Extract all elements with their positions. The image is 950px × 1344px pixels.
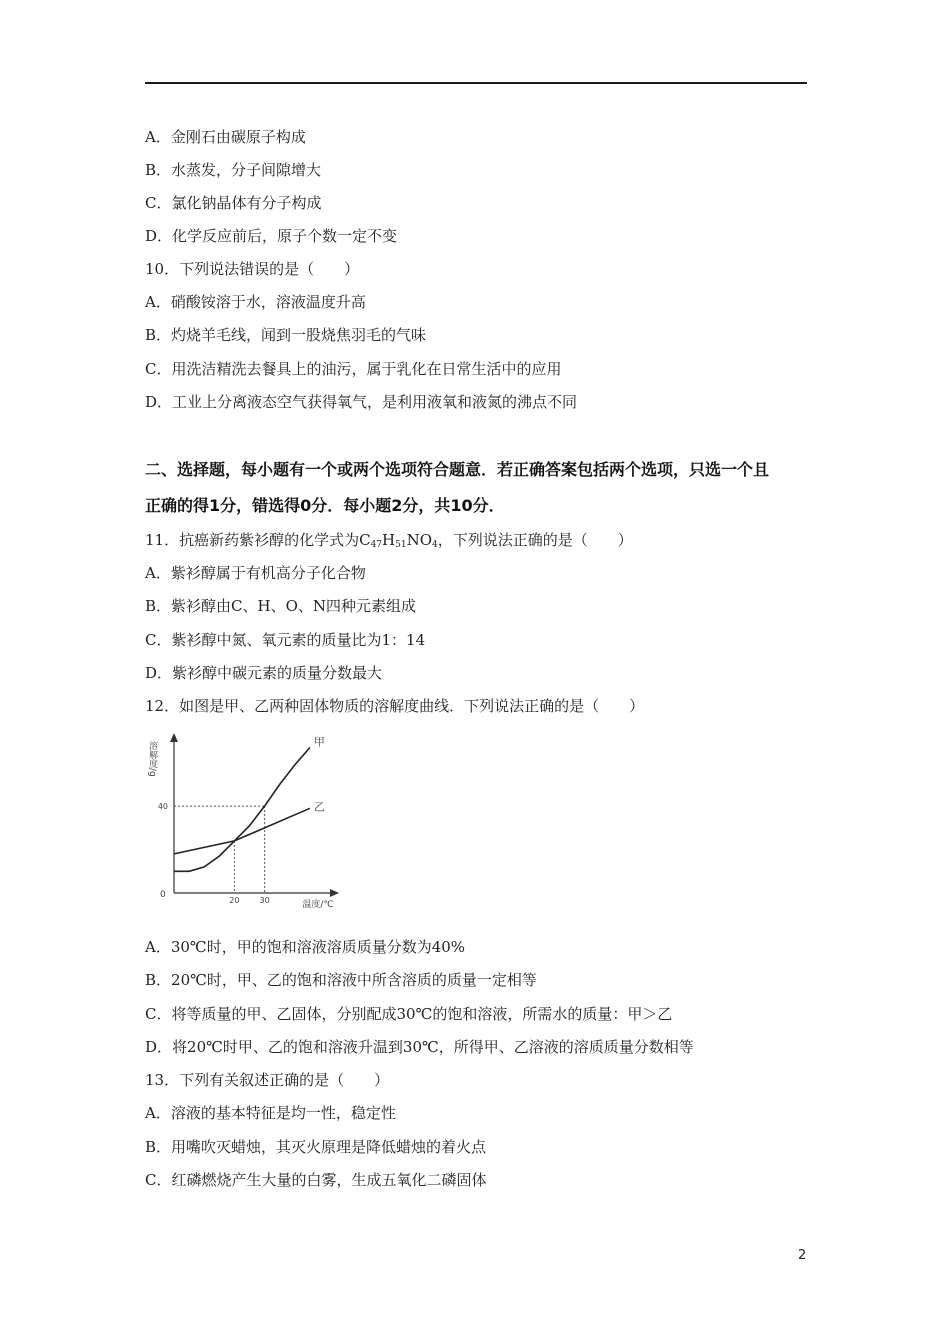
y-axis-arrow [170,733,178,742]
section2-heading-line1: 二、选择题，每小题有一个或两个选项符合题意．若正确答案包括两个选项，只选一个且 [145,460,770,479]
page-number: 2 [798,1248,807,1263]
q11-sub-carbon: 47 [370,540,383,550]
q11-option-c: C．紫衫醇中氮、氧元素的质量比为1：14 [145,631,426,649]
series-label-1: 乙 [313,800,325,814]
q9-option-b: B．水蒸发，分子间隙增大 [145,161,322,179]
origin-label: 0 [160,890,166,900]
q9-option-a: A．金刚石由碳原子构成 [145,128,306,146]
q12-option-a: A．30℃时，甲的饱和溶液溶质质量分数为40% [145,938,466,956]
series-line-0 [174,748,310,872]
q11-stem-prefix: 11．抗癌新药紫衫醇的化学式为C [145,531,371,549]
q13-stem: 13．下列有关叙述正确的是（ ） [145,1071,390,1089]
q10-option-c: C．用洗洁精洗去餐具上的油污，属于乳化在日常生活中的应用 [145,360,562,378]
q12-option-b: B．20℃时，甲、乙的饱和溶液中所含溶质的质量一定相等 [145,971,537,989]
q10-option-d: D．工业上分离液态空气获得氧气，是利用液氧和液氮的沸点不同 [145,393,578,411]
q11-option-d: D．紫衫醇中碳元素的质量分数最大 [145,664,383,682]
y-tick-label-0: 40 [157,802,168,812]
q11-stem-suffix: ，下列说法正确的是（ ） [437,531,633,549]
q9-option-d: D．化学反应前后，原子个数一定不变 [145,227,398,245]
q10-option-a: A．硝酸铵溶于水，溶液温度升高 [145,293,366,311]
q12-option-d: D．将20℃时甲、乙的饱和溶液升温到30℃，所得甲、乙溶液的溶质质量分数相等 [145,1038,694,1056]
x-axis-arrow [330,889,339,897]
q13-option-a: A．溶液的基本特征是均一性，稳定性 [145,1104,396,1122]
q11-sub-oxygen: 4 [432,540,438,550]
q11-option-b: B．紫衫醇由C、H、O、N四种元素组成 [145,597,417,615]
q11-stem [145,530,633,555]
q11-sub-hydrogen: 51 [395,540,407,550]
q11-h: H [382,531,396,549]
q10-option-b: B．灼烧羊毛线，闻到一股烧焦羽毛的气味 [145,326,427,344]
x-tick-label-1: 30 [259,896,270,905]
series-line-1 [174,808,310,854]
q10-stem: 10．下列说法错误的是（ ） [145,260,360,278]
y-axis-label: 溶解度/g [147,741,157,777]
q12-stem: 12．如图是甲、乙两种固体物质的溶解度曲线．下列说法正确的是（ ） [145,697,645,715]
q11-no: NO [406,531,433,549]
q13-option-b: B．用嘴吹灭蜡烛，其灭火原理是降低蜡烛的着火点 [145,1138,487,1156]
x-tick-label-0: 20 [229,896,240,905]
section2-heading-line2: 正确的得1分，错选得0分．每小题2分，共10分． [145,496,505,515]
q11-option-a: A．紫衫醇属于有机高分子化合物 [145,564,366,582]
solubility-chart [140,727,345,912]
series-label-0: 甲 [313,735,325,749]
x-axis-label: 温度/℃ [302,900,334,910]
q13-option-c: C．红磷燃烧产生大量的白雾，生成五氧化二磷固体 [145,1171,487,1189]
q9-option-c: C．氯化钠晶体有分子构成 [145,194,322,212]
q12-option-c: C．将等质量的甲、乙固体，分别配成30℃的饱和溶液，所需水的质量：甲＞乙 [145,1005,673,1023]
header-rule [145,82,807,84]
